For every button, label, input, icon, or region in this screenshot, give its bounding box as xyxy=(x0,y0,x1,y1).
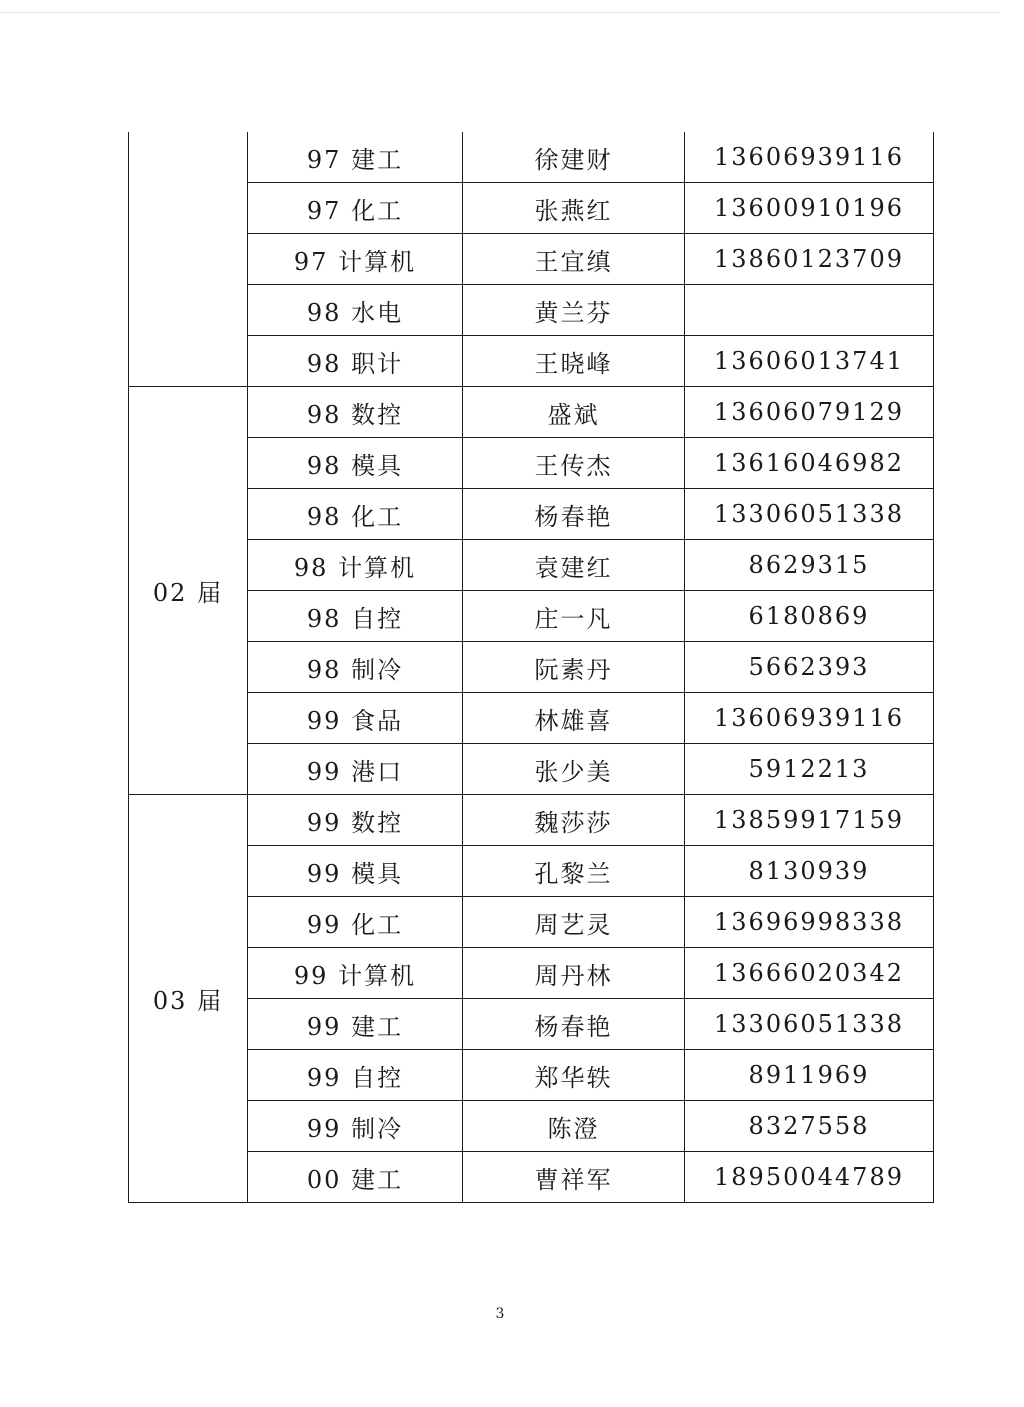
page-number: 3 xyxy=(495,1306,505,1322)
phone-cell: 13606939116 xyxy=(685,132,934,183)
table-row xyxy=(129,336,934,387)
table-row xyxy=(129,795,934,846)
phone-cell: 13606013741 xyxy=(685,336,934,387)
name-cell: 徐建财 xyxy=(463,132,685,183)
class-cell: 98 制冷 xyxy=(248,642,463,693)
scan-edge-line xyxy=(0,12,1000,13)
table-row xyxy=(129,489,934,540)
phone-cell: 6180869 xyxy=(685,591,934,642)
name-cell: 郑华轶 xyxy=(463,1050,685,1101)
name-cell: 孔黎兰 xyxy=(463,846,685,897)
phone-cell: 13606079129 xyxy=(685,387,934,438)
class-cell: 97 计算机 xyxy=(248,234,463,285)
table-row xyxy=(129,438,934,489)
name-cell: 王晓峰 xyxy=(463,336,685,387)
table-row xyxy=(129,1050,934,1101)
table-row xyxy=(129,234,934,285)
class-cell: 97 建工 xyxy=(248,132,463,183)
class-cell: 98 化工 xyxy=(248,489,463,540)
class-cell: 99 数控 xyxy=(248,795,463,846)
table-row xyxy=(129,1152,934,1203)
table-row xyxy=(129,387,934,438)
name-cell: 盛斌 xyxy=(463,387,685,438)
table-row xyxy=(129,540,934,591)
name-cell: 曹祥军 xyxy=(463,1152,685,1203)
name-cell: 张燕红 xyxy=(463,183,685,234)
name-cell: 张少美 xyxy=(463,744,685,795)
name-cell: 周艺灵 xyxy=(463,897,685,948)
phone-cell: 13859917159 xyxy=(685,795,934,846)
phone-cell: 18950044789 xyxy=(685,1152,934,1203)
phone-cell: 13306051338 xyxy=(685,999,934,1050)
phone-cell: 13860123709 xyxy=(685,234,934,285)
table-row xyxy=(129,948,934,999)
phone-cell: 13600910196 xyxy=(685,183,934,234)
name-cell: 杨春艳 xyxy=(463,489,685,540)
class-cell: 99 港口 xyxy=(248,744,463,795)
phone-cell: 8327558 xyxy=(685,1101,934,1152)
phone-cell: 13616046982 xyxy=(685,438,934,489)
table-row xyxy=(129,1101,934,1152)
name-cell: 袁建红 xyxy=(463,540,685,591)
phone-cell: 13696998338 xyxy=(685,897,934,948)
phone-cell xyxy=(685,285,934,336)
name-cell: 王传杰 xyxy=(463,438,685,489)
class-cell: 99 建工 xyxy=(248,999,463,1050)
name-cell: 阮素丹 xyxy=(463,642,685,693)
name-cell: 魏莎莎 xyxy=(463,795,685,846)
class-cell: 98 数控 xyxy=(248,387,463,438)
table-row xyxy=(129,897,934,948)
phone-cell: 8629315 xyxy=(685,540,934,591)
table-row xyxy=(129,846,934,897)
class-cell: 99 化工 xyxy=(248,897,463,948)
table-row xyxy=(129,132,934,183)
phone-cell: 5912213 xyxy=(685,744,934,795)
name-cell: 黄兰芬 xyxy=(463,285,685,336)
name-cell: 林雄喜 xyxy=(463,693,685,744)
phone-cell: 8130939 xyxy=(685,846,934,897)
class-cell: 99 自控 xyxy=(248,1050,463,1101)
class-cell: 98 自控 xyxy=(248,591,463,642)
class-cell: 99 制冷 xyxy=(248,1101,463,1152)
phone-cell: 5662393 xyxy=(685,642,934,693)
table-row xyxy=(129,285,934,336)
name-cell: 周丹林 xyxy=(463,948,685,999)
name-cell: 杨春艳 xyxy=(463,999,685,1050)
table-row xyxy=(129,183,934,234)
graduation-year-cell xyxy=(129,132,248,387)
class-cell: 00 建工 xyxy=(248,1152,463,1203)
table-row xyxy=(129,744,934,795)
table-row xyxy=(129,693,934,744)
graduation-year-cell: 03 届 xyxy=(129,795,248,1203)
class-cell: 98 水电 xyxy=(248,285,463,336)
class-cell: 99 计算机 xyxy=(248,948,463,999)
phone-cell: 13306051338 xyxy=(685,489,934,540)
table-row xyxy=(129,591,934,642)
phone-cell: 13606939116 xyxy=(685,693,934,744)
graduation-year-cell: 02 届 xyxy=(129,387,248,795)
contact-table xyxy=(128,132,934,1203)
class-cell: 98 计算机 xyxy=(248,540,463,591)
phone-cell: 13666020342 xyxy=(685,948,934,999)
name-cell: 庄一凡 xyxy=(463,591,685,642)
table-row xyxy=(129,642,934,693)
phone-cell: 8911969 xyxy=(685,1050,934,1101)
class-cell: 99 模具 xyxy=(248,846,463,897)
name-cell: 陈澄 xyxy=(463,1101,685,1152)
class-cell: 97 化工 xyxy=(248,183,463,234)
table-row xyxy=(129,999,934,1050)
class-cell: 98 职计 xyxy=(248,336,463,387)
name-cell: 王宜缜 xyxy=(463,234,685,285)
class-cell: 99 食品 xyxy=(248,693,463,744)
class-cell: 98 模具 xyxy=(248,438,463,489)
